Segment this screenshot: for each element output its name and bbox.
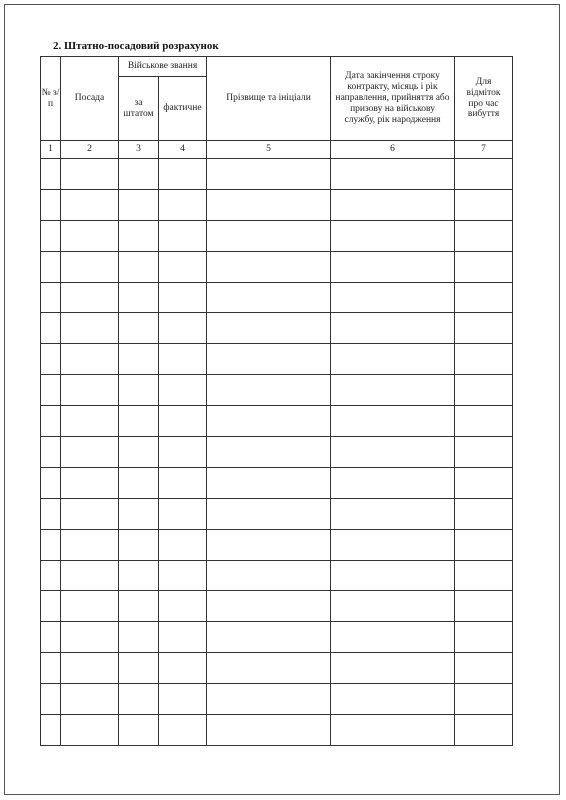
table-cell	[331, 344, 455, 375]
table-cell	[331, 529, 455, 560]
table-cell	[119, 282, 159, 313]
column-numbers-row	[41, 141, 513, 159]
table-row	[41, 591, 513, 622]
table-cell	[331, 498, 455, 529]
table-cell	[119, 406, 159, 437]
table-cell	[331, 591, 455, 622]
table-cell	[119, 375, 159, 406]
table-row	[41, 684, 513, 715]
table-cell	[455, 220, 513, 251]
table-cell	[119, 622, 159, 653]
table-cell	[61, 622, 119, 653]
table-cell	[331, 467, 455, 498]
table-row	[41, 529, 513, 560]
table-cell	[119, 220, 159, 251]
table-cell	[207, 498, 331, 529]
table-cell	[207, 406, 331, 437]
table-cell	[119, 653, 159, 684]
table-cell	[61, 498, 119, 529]
column-number: 7	[455, 141, 513, 159]
table-cell	[207, 344, 331, 375]
table-cell	[61, 282, 119, 313]
table-cell	[159, 189, 207, 220]
table-cell	[207, 159, 331, 190]
column-number: 3	[119, 141, 159, 159]
table-cell	[207, 467, 331, 498]
column-number: 6	[331, 141, 455, 159]
table-cell	[207, 313, 331, 344]
table-cell	[41, 406, 61, 437]
table-cell	[331, 251, 455, 282]
table-cell	[41, 159, 61, 190]
table-cell	[207, 715, 331, 746]
table-cell	[61, 653, 119, 684]
table-cell	[455, 498, 513, 529]
table-cell	[207, 653, 331, 684]
table-cell	[331, 189, 455, 220]
table-cell	[455, 560, 513, 591]
table-cell	[331, 560, 455, 591]
table-cell	[159, 560, 207, 591]
table-cell	[455, 282, 513, 313]
table-cell	[455, 313, 513, 344]
table-cell	[331, 622, 455, 653]
table-cell	[455, 622, 513, 653]
table-cell	[41, 684, 61, 715]
table-cell	[61, 313, 119, 344]
table-row	[41, 220, 513, 251]
table-cell	[159, 220, 207, 251]
table-cell	[41, 467, 61, 498]
table-cell	[159, 251, 207, 282]
table-cell	[207, 591, 331, 622]
table-cell	[119, 498, 159, 529]
table-cell	[61, 406, 119, 437]
header-rank-actual: фактичне	[159, 77, 207, 141]
table-cell	[331, 375, 455, 406]
table-cell	[455, 467, 513, 498]
table-cell	[41, 560, 61, 591]
table-cell	[159, 529, 207, 560]
table-row	[41, 406, 513, 437]
table-cell	[331, 220, 455, 251]
table-cell	[119, 560, 159, 591]
table-cell	[159, 591, 207, 622]
table-cell	[331, 406, 455, 437]
table-row	[41, 189, 513, 220]
table-row	[41, 437, 513, 468]
table-cell	[119, 529, 159, 560]
table-body	[41, 159, 513, 746]
table-cell	[61, 715, 119, 746]
column-number: 2	[61, 141, 119, 159]
table-cell	[41, 282, 61, 313]
table-cell	[61, 189, 119, 220]
table-cell	[159, 715, 207, 746]
table-cell	[159, 375, 207, 406]
table-cell	[159, 406, 207, 437]
table-cell	[455, 159, 513, 190]
table-cell	[41, 622, 61, 653]
header-rank-by-staff: за штатом	[119, 77, 159, 141]
table-row	[41, 560, 513, 591]
table-cell	[331, 653, 455, 684]
table-cell	[61, 529, 119, 560]
header-notes: Для відміток про час вибуття	[455, 57, 513, 141]
header-position: Посада	[61, 57, 119, 141]
table-row	[41, 282, 513, 313]
table-cell	[207, 684, 331, 715]
header-military-rank: Військове звання	[119, 57, 207, 77]
table-cell	[61, 684, 119, 715]
table-cell	[41, 715, 61, 746]
table-cell	[159, 159, 207, 190]
table-row	[41, 498, 513, 529]
column-number: 1	[41, 141, 61, 159]
section-title: 2. Штатно-посадовий розрахунок	[53, 40, 219, 52]
table-cell	[331, 313, 455, 344]
table-cell	[455, 344, 513, 375]
table-row	[41, 159, 513, 190]
table-cell	[207, 622, 331, 653]
table-cell	[159, 498, 207, 529]
table-cell	[61, 159, 119, 190]
table-cell	[41, 591, 61, 622]
table-cell	[61, 437, 119, 468]
table-cell	[207, 529, 331, 560]
table-cell	[159, 344, 207, 375]
table-row	[41, 313, 513, 344]
table-cell	[61, 467, 119, 498]
table-cell	[207, 189, 331, 220]
table-cell	[41, 529, 61, 560]
table-cell	[41, 251, 61, 282]
table-cell	[207, 560, 331, 591]
table-cell	[119, 313, 159, 344]
table-cell	[41, 313, 61, 344]
header-name: Прізвище та ініціали	[207, 57, 331, 141]
table-cell	[455, 653, 513, 684]
table-row	[41, 653, 513, 684]
table-cell	[61, 220, 119, 251]
table-cell	[41, 653, 61, 684]
table-row	[41, 251, 513, 282]
table-cell	[331, 437, 455, 468]
table-cell	[455, 251, 513, 282]
table-cell	[159, 437, 207, 468]
table-cell	[159, 282, 207, 313]
staffing-table	[40, 56, 513, 746]
table-cell	[119, 591, 159, 622]
table-row	[41, 715, 513, 746]
table-cell	[455, 529, 513, 560]
table-row	[41, 622, 513, 653]
table-cell	[61, 344, 119, 375]
table-row	[41, 344, 513, 375]
table-cell	[207, 220, 331, 251]
table-cell	[455, 684, 513, 715]
table-cell	[61, 375, 119, 406]
table-cell	[331, 159, 455, 190]
header-date: Дата закінчення строку контракту, місяць і рік направлення, прийняття або призову на військову службу, рік народження	[331, 57, 455, 141]
table-cell	[455, 406, 513, 437]
table-cell	[119, 684, 159, 715]
table-cell	[61, 251, 119, 282]
table-cell	[41, 498, 61, 529]
table-cell	[41, 220, 61, 251]
table-cell	[41, 189, 61, 220]
header-number: № з/п	[41, 57, 61, 141]
table-cell	[61, 591, 119, 622]
table-cell	[455, 375, 513, 406]
table-cell	[159, 684, 207, 715]
table-cell	[119, 437, 159, 468]
column-number: 4	[159, 141, 207, 159]
table-cell	[207, 375, 331, 406]
table-cell	[331, 282, 455, 313]
table-cell	[331, 715, 455, 746]
table-cell	[41, 344, 61, 375]
table-cell	[159, 467, 207, 498]
table-cell	[455, 437, 513, 468]
table-cell	[41, 375, 61, 406]
table-cell	[159, 313, 207, 344]
table-cell	[455, 591, 513, 622]
table-cell	[119, 159, 159, 190]
table-cell	[41, 437, 61, 468]
table-cell	[61, 560, 119, 591]
table-row	[41, 467, 513, 498]
table-cell	[455, 189, 513, 220]
table-cell	[207, 282, 331, 313]
table-cell	[331, 684, 455, 715]
table-cell	[207, 437, 331, 468]
table-cell	[119, 467, 159, 498]
table-cell	[159, 653, 207, 684]
table-cell	[455, 715, 513, 746]
table-row	[41, 375, 513, 406]
table-cell	[119, 189, 159, 220]
table-cell	[119, 715, 159, 746]
table-cell	[207, 251, 331, 282]
table-cell	[119, 344, 159, 375]
table-cell	[159, 622, 207, 653]
column-number: 5	[207, 141, 331, 159]
table-cell	[119, 251, 159, 282]
